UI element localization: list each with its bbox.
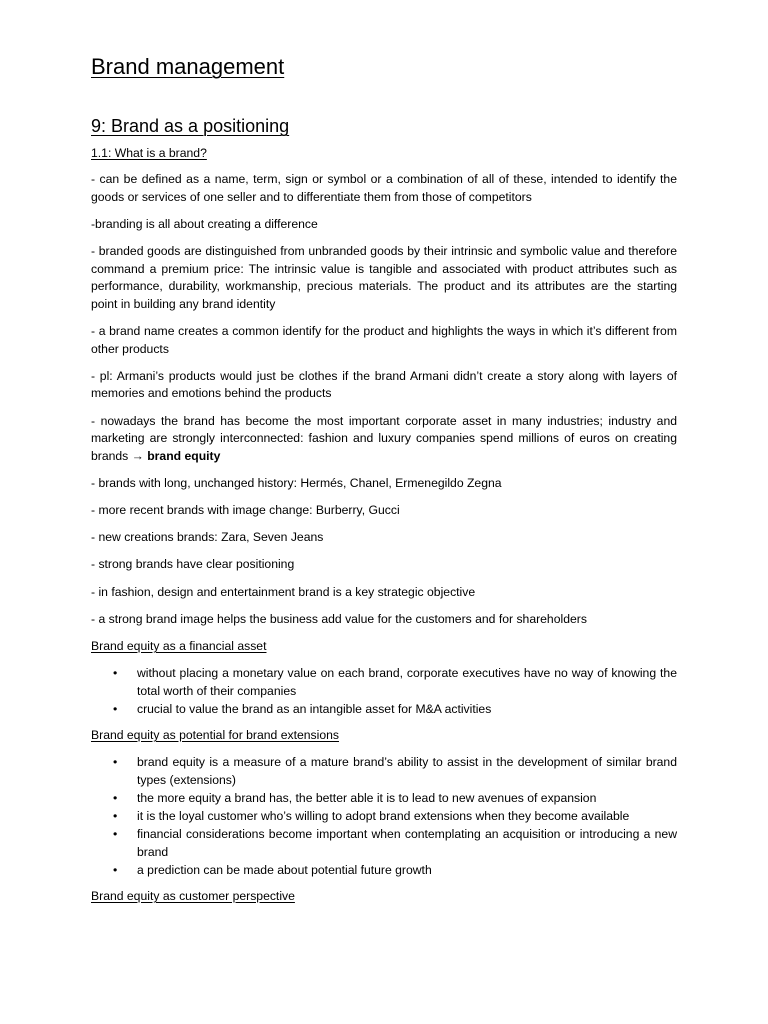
- paragraph-image-change: - more recent brands with image change: Burberry, Gucci: [91, 503, 400, 518]
- paragraph-brand-name: - a brand name creates a common identify for the product and highlights the ways in which it’s different from other products: [91, 323, 677, 356]
- bullet-icon: •: [113, 755, 118, 769]
- bullet-icon: •: [113, 702, 118, 716]
- list-financial-asset: [91, 664, 677, 718]
- heading-brand-extensions: Brand equity as potential for brand extensions: [91, 728, 339, 742]
- bullet-icon: •: [113, 827, 118, 841]
- brand-equity-text: - nowadays the brand has become the most important corporate asset in many industries; industry and marketing are strongly interconnected: fashion and luxury companies spend millions of euros on creating brands →: [91, 413, 677, 463]
- brand-equity-bold: brand equity: [147, 448, 221, 463]
- paragraph-difference: -branding is all about creating a difference: [91, 216, 318, 231]
- paragraph-positioning: - strong brands have clear positioning: [91, 557, 295, 572]
- list-item: • without placing a monetary value on each brand, corporate executives have no way of knowing the total worth of their companies: [113, 666, 677, 698]
- paragraph-strategic-objective: - in fashion, design and entertainment brand is a key strategic objective: [91, 584, 476, 599]
- paragraph-new-creations: - new creations brands: Zara, Seven Jeans: [91, 530, 324, 545]
- paragraph-branded-goods: - branded goods are distinguished from unbranded goods by their intrinsic and symbolic value and therefore command a premium price: The intrinsic value is tangible and associated with product attributes such as performance, durability, workmanship, precious materials. The product and its attributes are the starting point in building any brand identity: [91, 243, 677, 311]
- paragraph-long-history: - brands with long, unchanged history: Hermés, Chanel, Ermenegildo Zegna: [91, 475, 502, 490]
- heading-financial-asset: Brand equity as a financial asset: [91, 639, 267, 653]
- list-item: • it is the loyal customer who’s willing to adopt brand extensions when they become available: [113, 809, 630, 823]
- bullet-icon: •: [113, 863, 118, 877]
- list-item: • a prediction can be made about potential future growth: [113, 863, 432, 877]
- list-item: • the more equity a brand has, the better able it is to lead to new avenues of expansion: [113, 791, 597, 805]
- list-brand-extensions: [91, 753, 677, 879]
- paragraph-armani: - pl: Armani’s products would just be clothes if the brand Armani didn’t create a story along with layers of memories and emotions behind the products: [91, 368, 677, 401]
- bullet-icon: •: [113, 791, 118, 805]
- list-item: • crucial to value the brand as an intangible asset for M&A activities: [113, 702, 492, 716]
- heading-customer-perspective: Brand equity as customer perspective: [91, 889, 295, 903]
- list-item: • financial considerations become important when contemplating an acquisition or introducing a new brand: [113, 827, 677, 859]
- bullet-icon: •: [113, 666, 118, 680]
- document-title: Brand management: [91, 54, 285, 79]
- section-title: 9: Brand as a positioning: [91, 116, 290, 136]
- paragraph-brand-image: - a strong brand image helps the business add value for the customers and for shareholders: [91, 611, 587, 626]
- paragraph-definition: - can be defined as a name, term, sign or symbol or a combination of all of these, intended to identify the goods or services of one seller and to differentiate them from those of competitors: [91, 172, 677, 204]
- paragraph-brand-equity: [91, 413, 677, 466]
- list-item: • brand equity is a measure of a mature brand’s ability to assist in the development of similar brand types (extensions): [113, 755, 677, 787]
- subsection-title: 1.1: What is a brand?: [91, 146, 207, 160]
- document-page: [91, 52, 677, 914]
- bullet-icon: •: [113, 809, 118, 823]
